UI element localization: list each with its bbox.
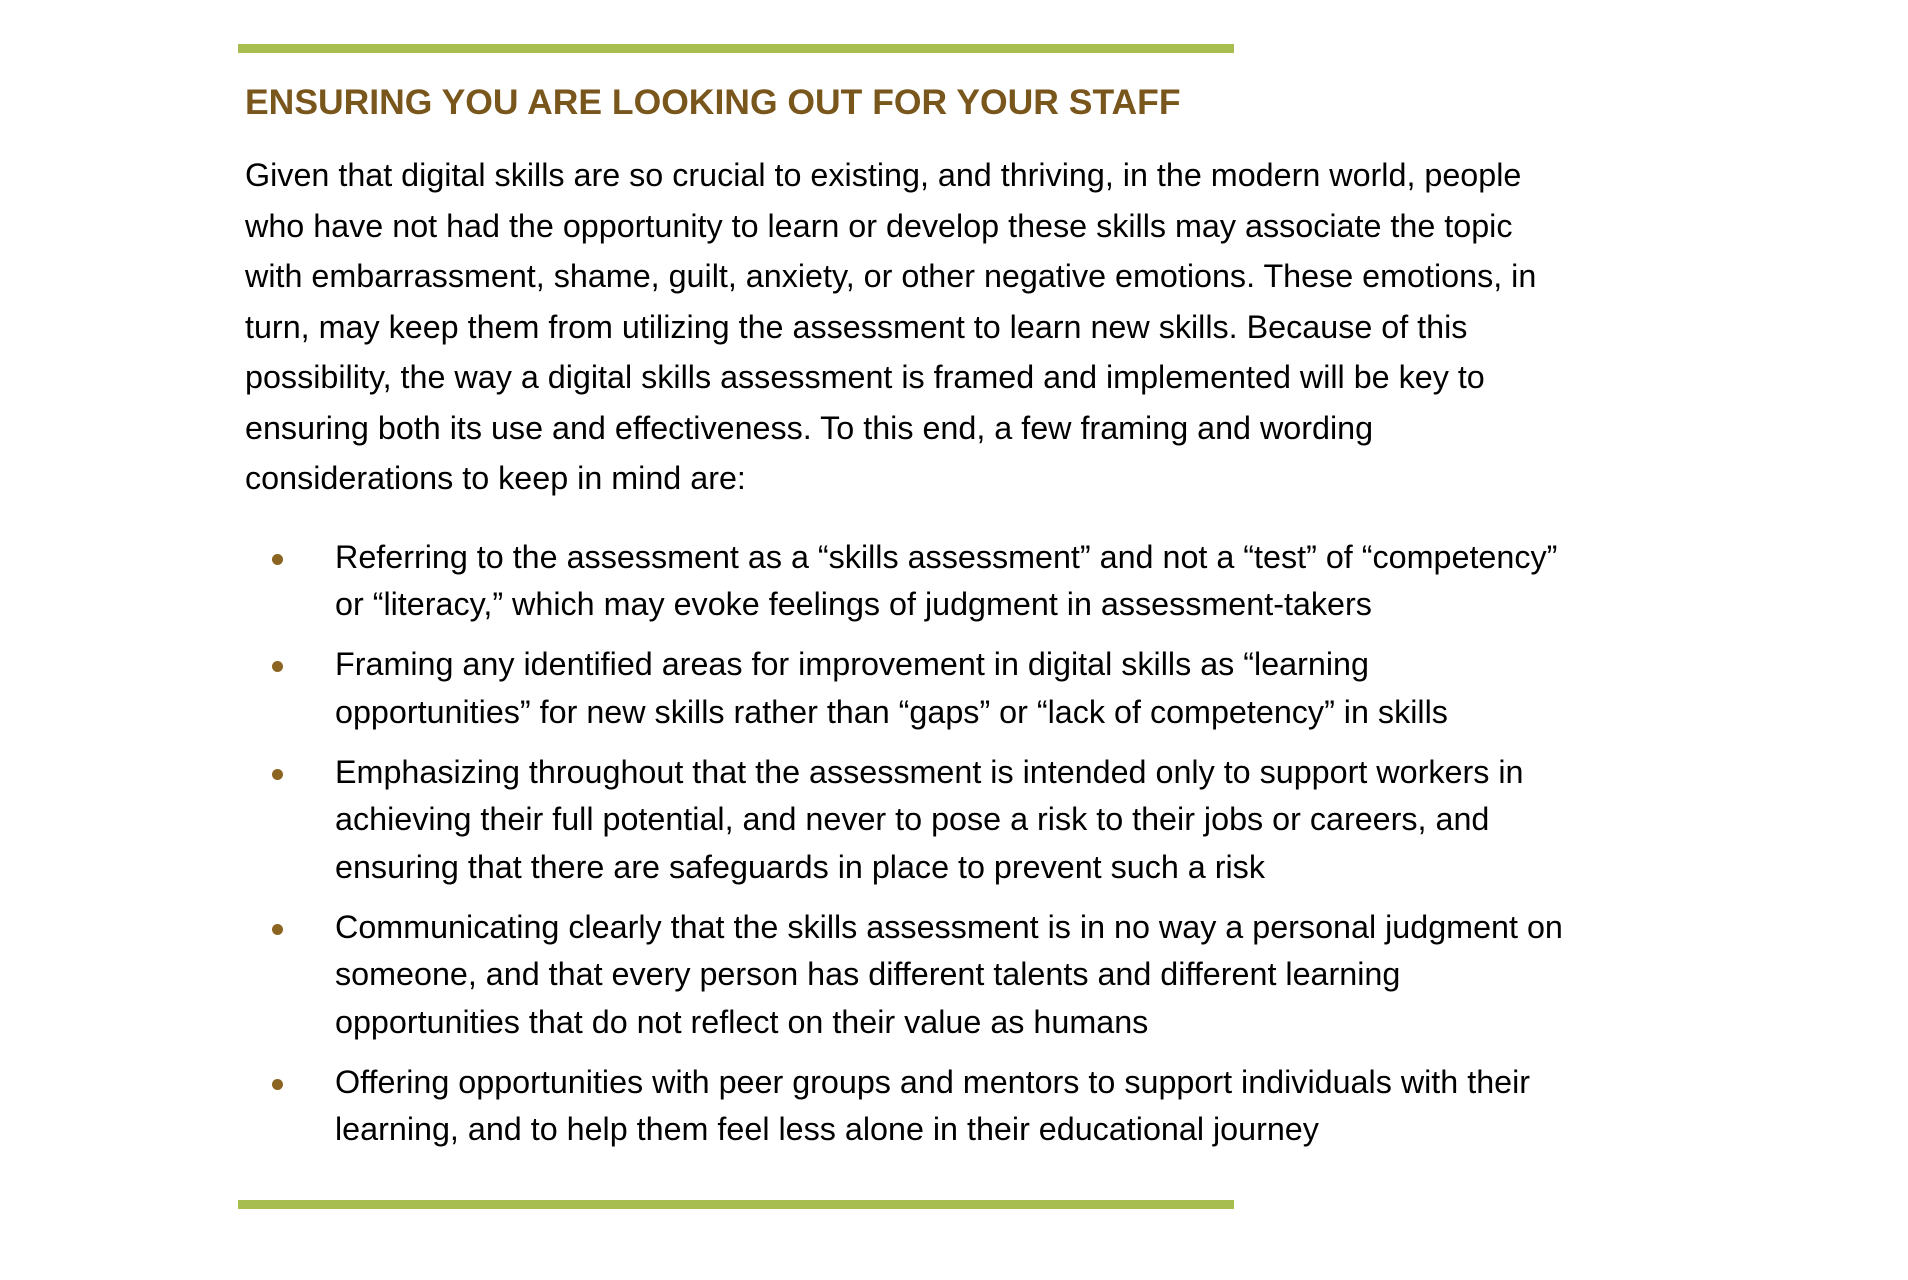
- intro-line: ensuring both its use and effectiveness. To this end, a few framing and wording: [245, 409, 1374, 446]
- list-item: [245, 1059, 1635, 1154]
- intro-line: possibility, the way a digital skills assessment is framed and implemented will be key to: [245, 359, 1485, 395]
- intro-line: turn, may keep them from utilizing the assessment to learn new skills. Because of this: [245, 308, 1468, 345]
- list-item-line: learning, and to help them feel less alone in their educational journey: [335, 1111, 1319, 1147]
- list-item-line: someone, and that every person has different talents and different learning: [335, 956, 1401, 992]
- intro-line: considerations to keep in mind are:: [245, 460, 746, 496]
- list-item: [245, 904, 1635, 1047]
- bullet-dot-icon: [272, 661, 283, 672]
- section-heading: ENSURING YOU ARE LOOKING OUT FOR YOUR STAFF: [245, 82, 1181, 122]
- list-item-line: Framing any identified areas for improvement in digital skills as “learning: [335, 646, 1369, 682]
- list-item: [245, 641, 1635, 736]
- list-item: [245, 749, 1635, 892]
- list-item-line: opportunities that do not reflect on their value as humans: [335, 1003, 1149, 1040]
- considerations-list: [245, 534, 1635, 1154]
- list-item-line: Emphasizing throughout that the assessment is intended only to support workers in: [335, 753, 1524, 790]
- intro-line: who have not had the opportunity to learn or develop these skills may associate the topic: [245, 207, 1513, 244]
- list-item-line: Referring to the assessment as a “skills assessment” and not a “test” of “competency”: [335, 538, 1558, 575]
- list-item-line: opportunities” for new skills rather than “gaps” or “lack of competency” in skills: [335, 693, 1448, 730]
- bullet-dot-icon: [272, 554, 283, 565]
- list-item-line: or “literacy,” which may evoke feelings of judgment in assessment-takers: [335, 586, 1372, 622]
- bottom-divider-rule: [238, 1200, 1234, 1209]
- bullet-dot-icon: [272, 1079, 283, 1090]
- list-item-line: ensuring that there are safeguards in place to prevent such a risk: [335, 848, 1265, 885]
- intro-line: with embarrassment, shame, guilt, anxiety, or other negative emotions. These emotions, in: [245, 258, 1537, 294]
- list-item-line: Offering opportunities with peer groups and mentors to support individuals with their: [335, 1063, 1531, 1100]
- intro-paragraph: [245, 150, 1635, 504]
- top-divider-rule: [238, 44, 1234, 53]
- list-item: [245, 534, 1635, 629]
- list-item-line: Communicating clearly that the skills assessment is in no way a personal judgment on: [335, 908, 1563, 945]
- list-item-line: achieving their full potential, and never to pose a risk to their jobs or careers, and: [335, 801, 1490, 837]
- bullet-dot-icon: [272, 769, 283, 780]
- intro-line: Given that digital skills are so crucial to existing, and thriving, in the modern world, people: [245, 157, 1522, 193]
- document-section: [245, 80, 1635, 1166]
- bullet-dot-icon: [272, 924, 283, 935]
